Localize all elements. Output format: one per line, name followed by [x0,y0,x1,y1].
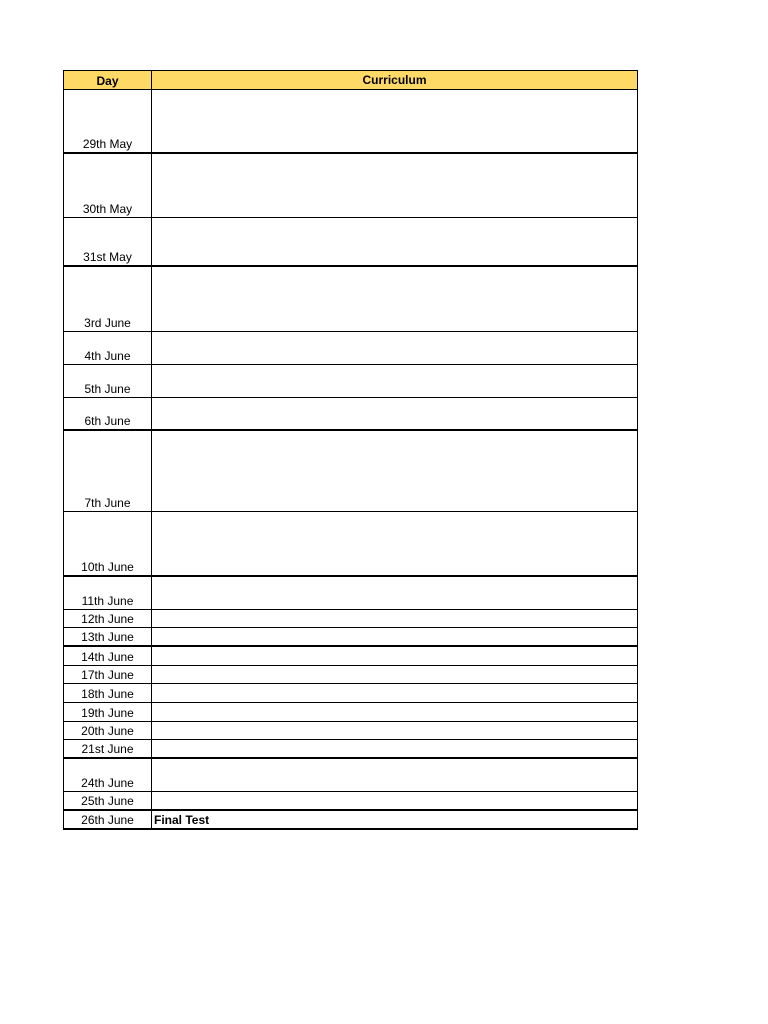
schedule-table [63,70,638,830]
day-column-header: Day [64,71,152,89]
table-row [63,666,638,684]
curriculum-cell [152,759,637,791]
table-row [63,90,638,154]
day-cell: 7th June [64,431,152,511]
curriculum-cell [152,431,637,511]
table-row [63,431,638,512]
day-cell: 3rd June [64,267,152,331]
day-cell: 5th June [64,365,152,397]
day-cell: 12th June [64,610,152,627]
curriculum-cell [152,610,637,627]
curriculum-cell [152,267,637,331]
table-row [63,628,638,647]
table-row [63,647,638,666]
curriculum-cell [152,90,637,152]
day-cell: 14th June [64,647,152,665]
curriculum-cell [152,398,637,429]
table-row [63,577,638,610]
day-cell: 13th June [64,628,152,645]
curriculum-cell [152,722,637,739]
table-row [63,792,638,811]
table-row [63,722,638,740]
curriculum-cell [152,154,637,217]
day-cell: 11th June [64,577,152,609]
curriculum-cell [152,512,637,575]
curriculum-cell [152,703,637,721]
day-cell: 30th May [64,154,152,217]
table-row [63,759,638,792]
curriculum-cell [152,792,637,809]
curriculum-cell [152,684,637,702]
day-cell: 18th June [64,684,152,702]
table-row [63,684,638,703]
curriculum-cell [152,628,637,645]
day-cell: 26th June [64,811,152,828]
table-row [63,512,638,577]
curriculum-cell [152,666,637,683]
table-row [63,267,638,332]
table-header [63,70,638,90]
table-row [63,365,638,398]
table-row [63,811,638,830]
table-row [63,740,638,759]
curriculum-cell [152,332,637,364]
day-cell: 29th May [64,90,152,152]
day-cell: 10th June [64,512,152,575]
curriculum-cell [152,647,637,665]
curriculum-cell [152,365,637,397]
curriculum-cell [152,740,637,757]
curriculum-cell [152,577,637,609]
table-row [63,154,638,218]
day-cell: 31st May [64,218,152,265]
table-row [63,398,638,431]
table-row [63,332,638,365]
day-cell: 25th June [64,792,152,809]
curriculum-cell-final-test: Final Test [154,813,210,827]
day-cell: 20th June [64,722,152,739]
day-cell: 24th June [64,759,152,791]
day-cell: 19th June [64,703,152,721]
day-cell: 17th June [64,666,152,683]
day-cell: 4th June [64,332,152,364]
table-row [63,218,638,267]
curriculum-cell [152,218,637,265]
table-row [63,703,638,722]
table-row [63,610,638,628]
day-cell: 6th June [64,398,152,429]
curriculum-column-header: Curriculum [362,73,427,87]
day-cell: 21st June [64,740,152,757]
